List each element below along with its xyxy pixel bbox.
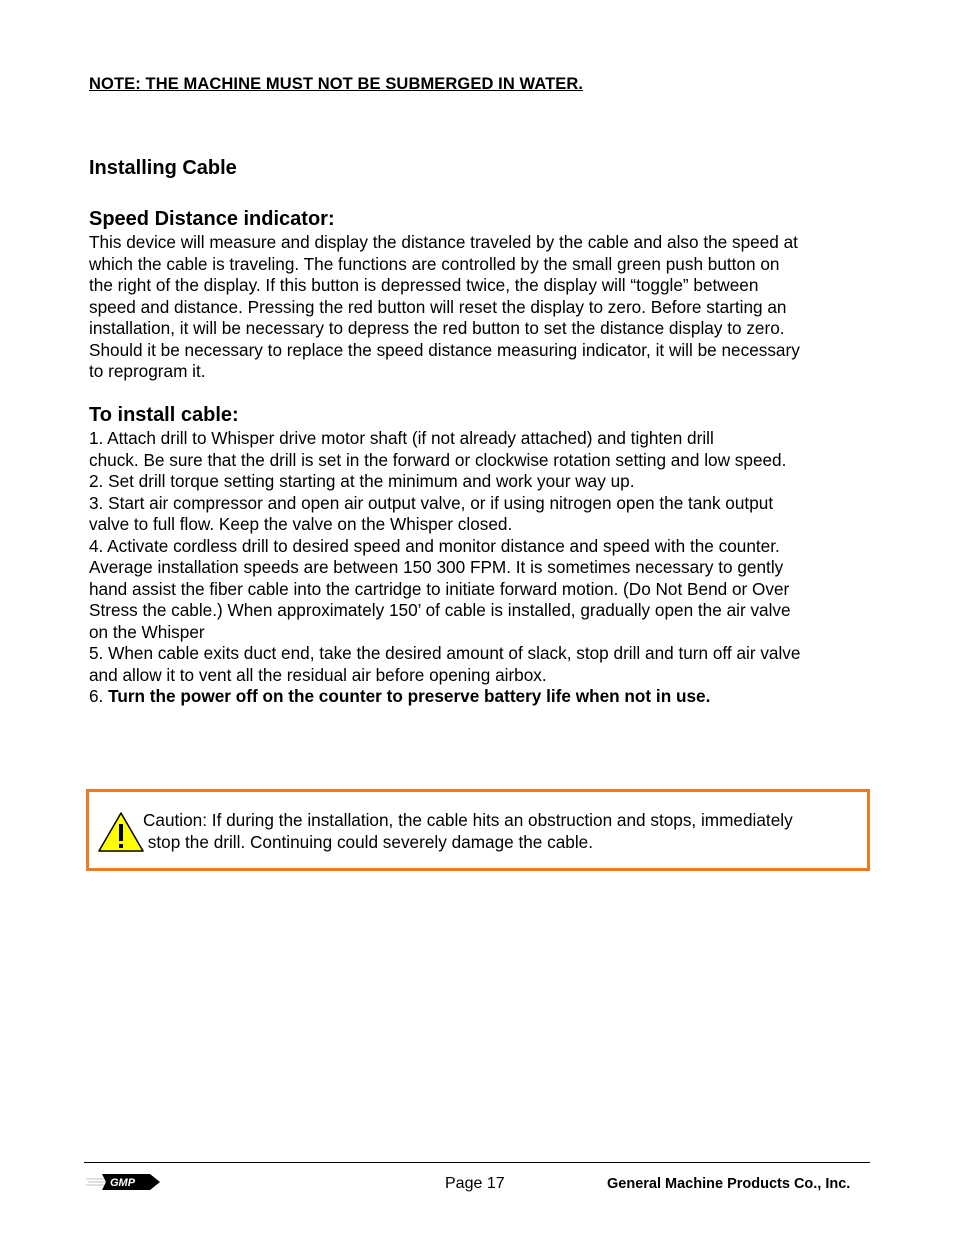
heading-speed-distance: Speed Distance indicator: [89, 208, 335, 230]
warning-triangle-icon [97, 811, 145, 853]
speed-line: to reprogram it. [89, 361, 206, 381]
step-line: 5. When cable exits duct end, take the desired amount of slack, stop drill and turn off air valve [89, 643, 801, 663]
step-line: 1. Attach drill to Whisper drive motor shaft (if not already attached) and tighten drill [89, 428, 714, 448]
step-line: chuck. Be sure that the drill is set in the forward or clockwise rotation setting and low speed. [89, 449, 787, 470]
footer-divider [84, 1162, 870, 1163]
speed-line: the right of the display. If this button is depressed twice, the display will “toggle” between [89, 275, 759, 295]
speed-paragraph [89, 232, 879, 383]
speed-line: This device will measure and display the distance traveled by the cable and also the speed at [89, 232, 798, 252]
logo-text: GMP [110, 1177, 136, 1189]
page-number: Page 17 [445, 1175, 505, 1192]
step-line: 4. Activate cordless drill to desired speed and monitor distance and speed with the counter. [89, 535, 780, 556]
heading-installing-cable: Installing Cable [89, 157, 237, 179]
caution-box [86, 789, 870, 871]
step-line: hand assist the fiber cable into the cartridge to initiate forward motion. (Do Not Bend or Over [89, 578, 790, 599]
caution-line: stop the drill. Continuing could severely damage the cable. [143, 832, 594, 852]
caution-text [143, 809, 793, 853]
step-line: 3. Start air compressor and open air output valve, or if using nitrogen open the tank output [89, 492, 774, 513]
caution-line: Caution: If during the installation, the cable hits an obstruction and stops, immediately [143, 810, 793, 830]
step-line: Stress the cable.) When approximately 150’ of cable is installed, gradually open the air valve [89, 600, 791, 620]
step-6-line [89, 686, 879, 708]
gmp-logo [84, 1170, 164, 1194]
speed-line: Should it be necessary to replace the speed distance measuring indicator, it will be necessary [89, 339, 800, 360]
step-6-number: 6. [89, 686, 109, 706]
step-line: 2. Set drill torque setting starting at the minimum and work your way up. [89, 471, 635, 491]
step-line: valve to full flow. Keep the valve on the Whisper closed. [89, 514, 513, 534]
heading-install-cable: To install cable: [89, 404, 239, 426]
company-name: General Machine Products Co., Inc. [607, 1176, 851, 1192]
step-6-bold-text: Turn the power off on the counter to preserve battery life when not in use. [108, 686, 711, 706]
step-line: Average installation speeds are between 150 300 FPM. It is sometimes necessary to gently [89, 557, 784, 577]
step-line: and allow it to vent all the residual air before opening airbox. [89, 664, 547, 685]
speed-line: which the cable is traveling. The functions are controlled by the small green push button on [89, 253, 780, 274]
step-line: on the Whisper [89, 621, 205, 642]
water-note: NOTE: THE MACHINE MUST NOT BE SUBMERGED IN WATER. [89, 75, 584, 93]
speed-line: installation, it will be necessary to depress the red button to set the distance display to zero. [89, 318, 785, 338]
speed-line: speed and distance. Pressing the red button will reset the display to zero. Before starting an [89, 296, 787, 317]
install-steps [89, 428, 879, 708]
